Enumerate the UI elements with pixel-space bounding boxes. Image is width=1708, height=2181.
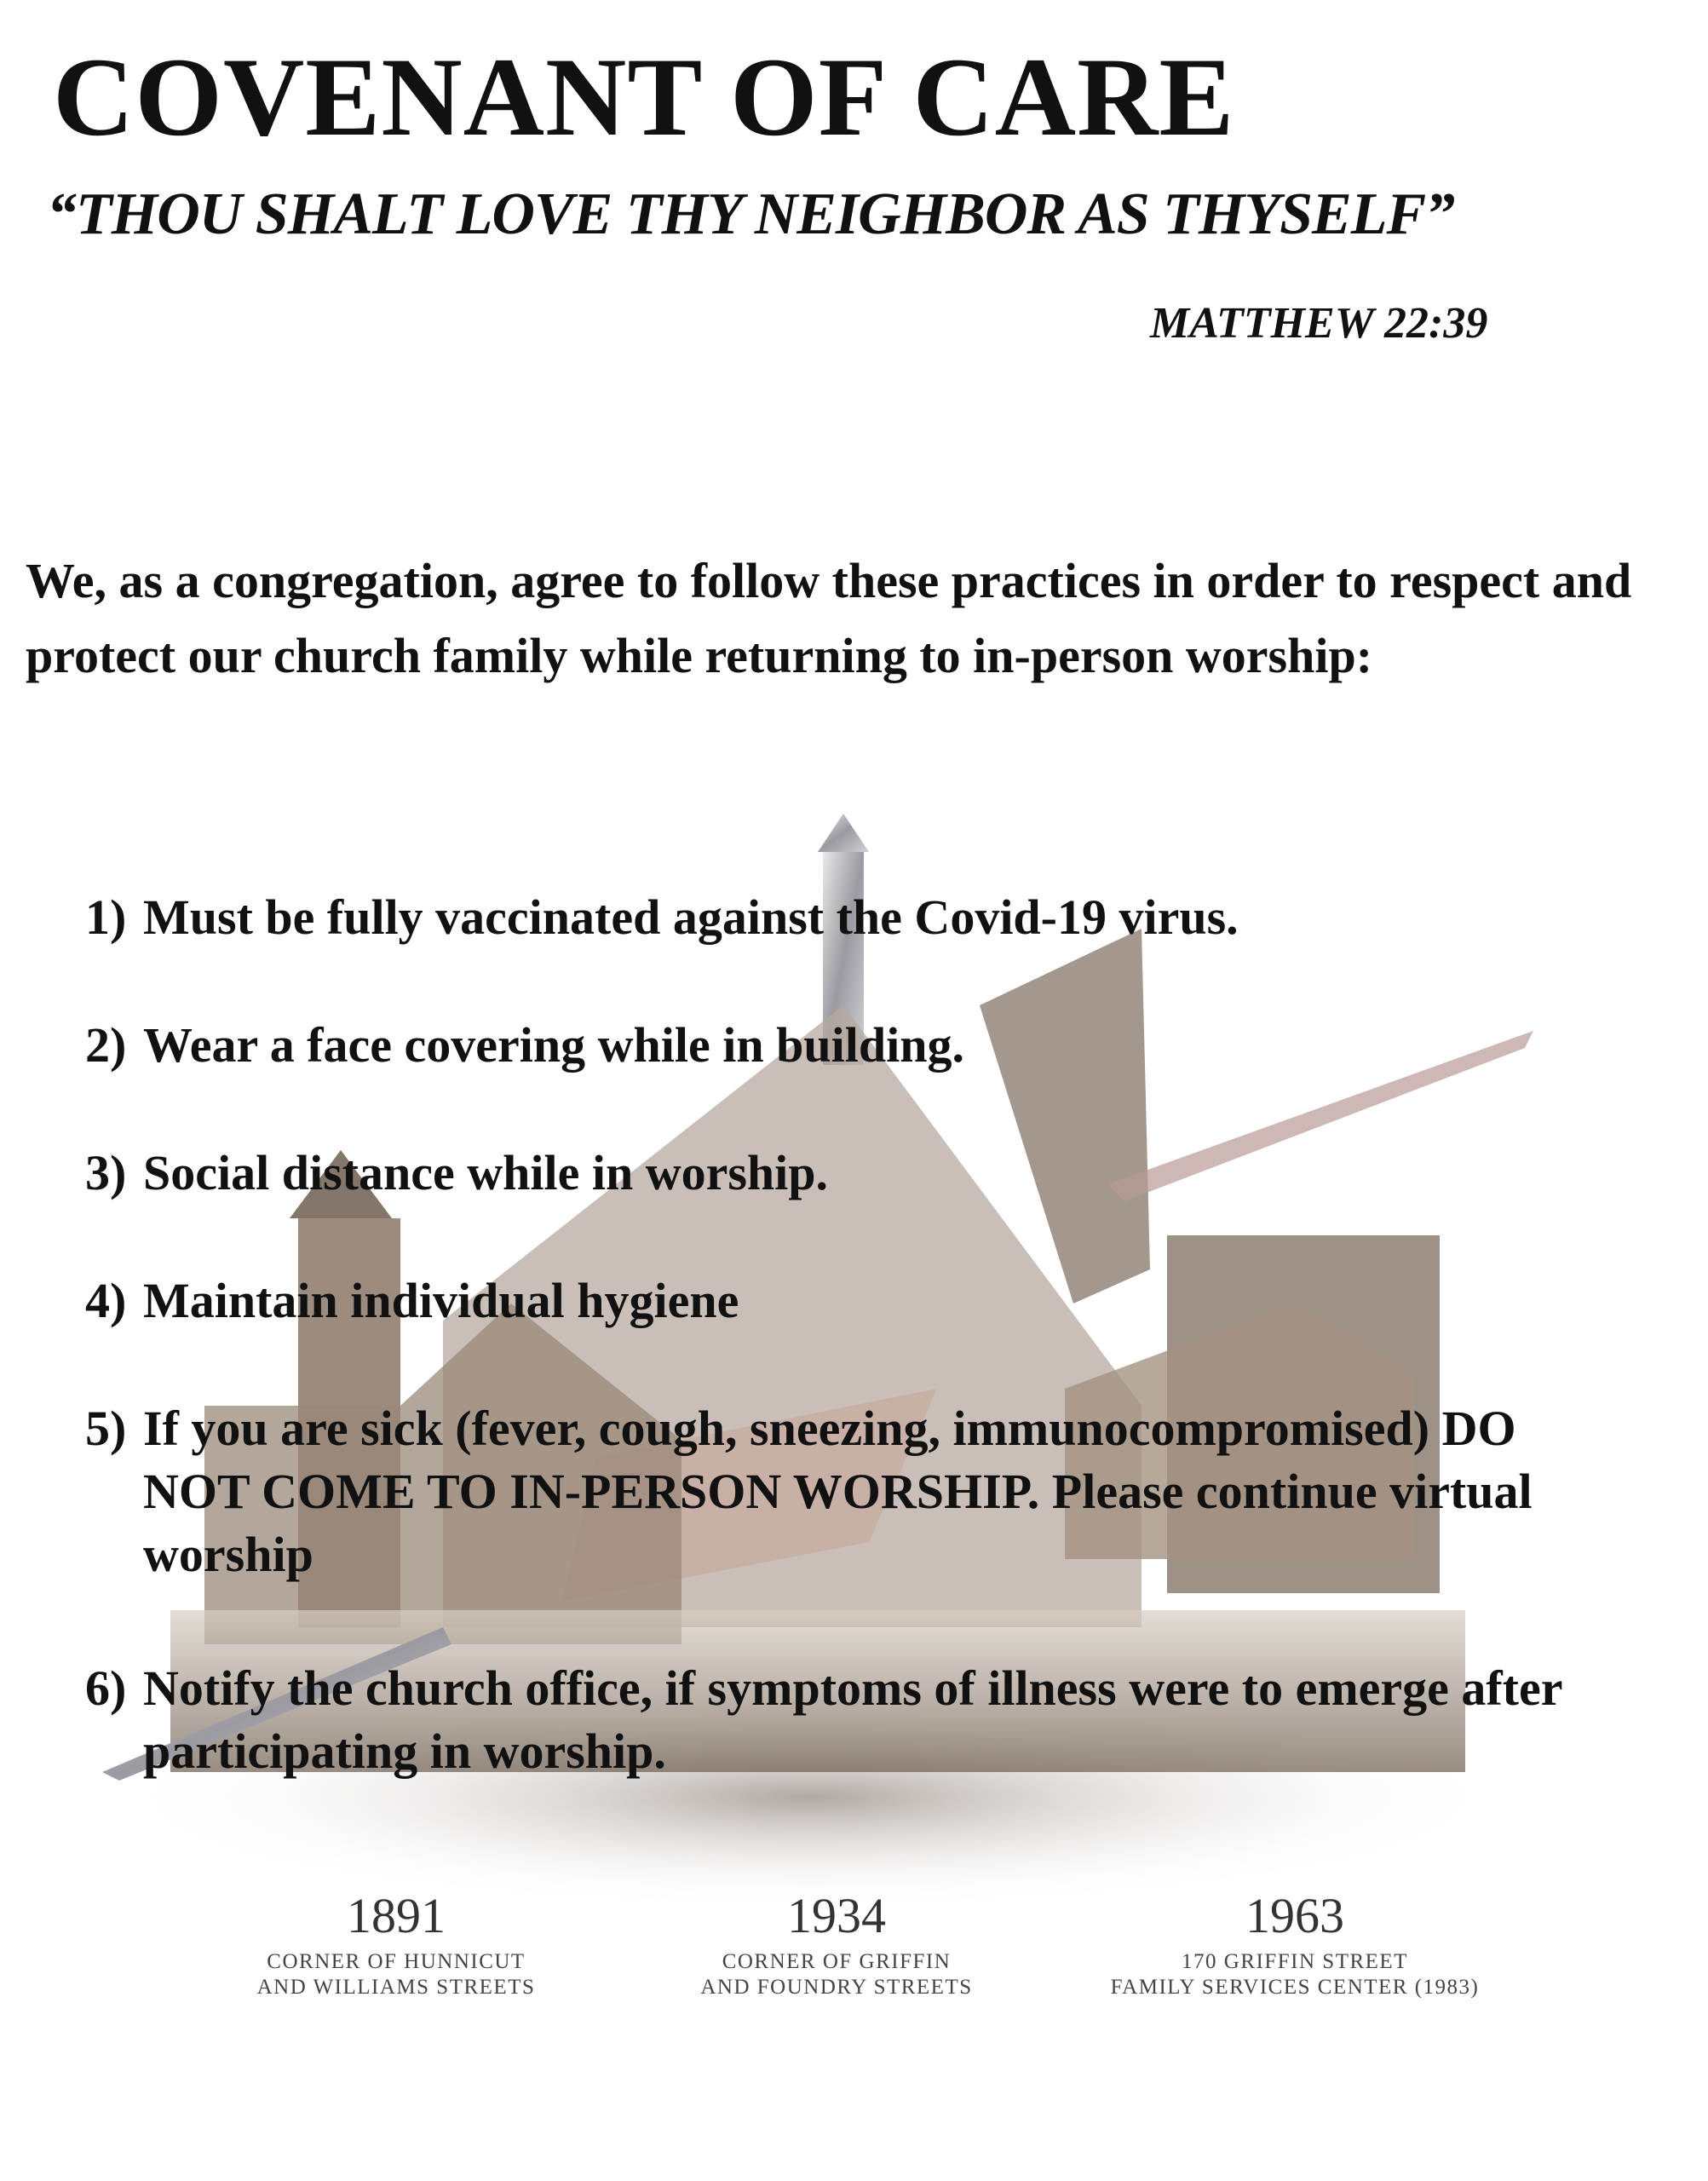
history-address-1963 <box>1039 1949 1550 2000</box>
list-item-text: Wear a face covering while in building. <box>143 1017 964 1073</box>
scripture-quote: “THOU SHALT LOVE THY NEIGHBOR AS THYSELF” <box>47 181 1455 247</box>
history-address-1934 <box>581 1949 1092 2000</box>
list-item-number: 1) <box>85 889 127 945</box>
list-item <box>85 1397 1619 1586</box>
spire-top <box>818 814 869 852</box>
page-title: COVENANT OF CARE <box>53 34 1235 159</box>
list-item-text: If you are sick (fever, cough, sneezing, immunocompromised) DO NOT COME TO IN-PERSON WORSHIP. Please continue virtual worship <box>143 1401 1533 1582</box>
list-item-text: Social distance while in worship. <box>143 1145 829 1200</box>
scripture-citation: MATTHEW 22:39 <box>1150 299 1488 348</box>
list-item-text: Notify the church office, if symptoms of illness were to emerge after participating in worship. <box>143 1660 1562 1779</box>
list-item <box>85 1269 1619 1332</box>
history-year-1963: 1963 <box>1245 1888 1344 1943</box>
history-address-1891 <box>141 1949 652 2000</box>
list-item-number: 4) <box>85 1273 127 1328</box>
list-item-text: Maintain individual hygiene <box>143 1273 739 1328</box>
list-item-number: 5) <box>85 1401 127 1456</box>
history-address-line: 170 GRIFFIN STREET <box>1182 1950 1408 1973</box>
history-year-1891: 1891 <box>347 1888 446 1943</box>
list-item <box>85 1142 1619 1205</box>
church-collage-image <box>85 792 1533 1968</box>
history-address-line: CORNER OF GRIFFIN <box>722 1950 952 1973</box>
history-address-line: CORNER OF HUNNICUT <box>267 1950 526 1973</box>
history-address-line: AND WILLIAMS STREETS <box>256 1976 536 1999</box>
list-item-number: 3) <box>85 1145 127 1200</box>
history-address-line: FAMILY SERVICES CENTER (1983) <box>1110 1976 1480 1999</box>
list-item-number: 2) <box>85 1017 127 1073</box>
list-item <box>85 886 1619 949</box>
list-item-text: Must be fully vaccinated against the Covid-19 virus. <box>143 889 1239 945</box>
list-item <box>85 1014 1619 1077</box>
history-year-1934: 1934 <box>787 1888 886 1943</box>
list-item <box>85 1657 1619 1783</box>
intro-paragraph: We, as a congregation, agree to follow these practices in order to respect and protect our church family while returning to in-person worship: <box>26 553 1632 683</box>
list-item-number: 6) <box>85 1660 127 1716</box>
history-address-line: AND FOUNDRY STREETS <box>700 1976 973 1999</box>
